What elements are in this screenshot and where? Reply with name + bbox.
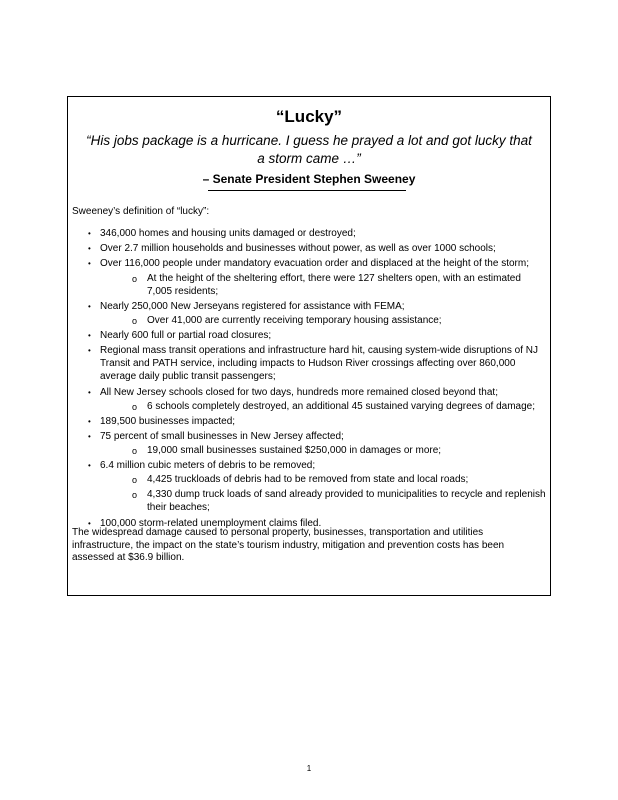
closing-paragraph: The widespread damage caused to personal property, businesses, transportation and utilities infrastructure, the impact on the state’s tourism industry, mitigation and prevention costs has been assessed at $36.9 billion. bbox=[72, 527, 505, 563]
sub-marker: o bbox=[132, 274, 138, 284]
list-item-cont: Transit and PATH service, including impacts to Hudson River crossings affecting over 860,000 bbox=[100, 358, 516, 369]
list-item: Regional mass transit operations and infrastructure hard hit, causing system-wide disruptions of NJ bbox=[100, 345, 538, 356]
list-item: 75 percent of small businesses in New Jersey affected; bbox=[100, 431, 344, 442]
sub-marker: o bbox=[132, 316, 138, 326]
bullet-marker: • bbox=[88, 519, 91, 528]
sub-list-item-cont: their beaches; bbox=[147, 502, 210, 513]
sub-list-item-cont: 7,005 residents; bbox=[147, 286, 219, 297]
list-item: Over 2.7 million households and businesses without power, as well as over 1000 schools; bbox=[100, 243, 496, 254]
sub-marker: o bbox=[132, 475, 138, 485]
list-item: 346,000 homes and housing units damaged or destroyed; bbox=[100, 228, 356, 239]
sub-marker: o bbox=[132, 402, 138, 412]
sub-list-item: At the height of the sheltering effort, there were 127 shelters open, with an estimated bbox=[147, 273, 521, 284]
sub-list-item: Over 41,000 are currently receiving temporary housing assistance; bbox=[147, 315, 442, 326]
list-item: 6.4 million cubic meters of debris to be removed; bbox=[100, 460, 316, 471]
bullet-marker: • bbox=[88, 388, 91, 397]
sub-marker: o bbox=[132, 490, 138, 500]
list-item: Nearly 250,000 New Jerseyans registered for assistance with FEMA; bbox=[100, 301, 405, 312]
bullet-marker: • bbox=[88, 432, 91, 441]
bullet-marker: • bbox=[88, 461, 91, 470]
bullet-marker: • bbox=[88, 331, 91, 340]
sub-list-item: 6 schools completely destroyed, an additional 45 sustained varying degrees of damage; bbox=[147, 401, 536, 412]
bullet-marker: • bbox=[88, 417, 91, 426]
intro-text: Sweeney’s definition of “lucky”: bbox=[72, 206, 210, 217]
doc-title: “Lucky” bbox=[275, 107, 343, 126]
sub-list-item: 4,425 truckloads of debris had to be removed from state and local roads; bbox=[147, 474, 469, 485]
bullet-marker: • bbox=[88, 244, 91, 253]
quote-attribution: – Senate President Stephen Sweeney bbox=[202, 172, 416, 186]
quote-box bbox=[67, 96, 551, 596]
bullet-marker: • bbox=[88, 229, 91, 238]
sub-list-item: 19,000 small businesses sustained $250,000 in damages or more; bbox=[147, 445, 442, 456]
list-item: 100,000 storm-related unemployment claims filed. bbox=[100, 518, 322, 529]
list-item: All New Jersey schools closed for two days, hundreds more remained closed beyond that; bbox=[100, 387, 498, 398]
bullet-marker: • bbox=[88, 259, 91, 268]
bullet-marker: • bbox=[88, 346, 91, 355]
bullet-marker: • bbox=[88, 302, 91, 311]
list-item: Nearly 600 full or partial road closures; bbox=[100, 330, 272, 341]
list-item: Over 116,000 people under mandatory evacuation order and displaced at the height of the storm; bbox=[100, 258, 529, 269]
list-item-cont: average daily public transit passengers; bbox=[100, 371, 276, 382]
divider bbox=[208, 190, 406, 191]
list-item: 189,500 businesses impacted; bbox=[100, 416, 236, 427]
page-number: 1 bbox=[306, 764, 312, 773]
quote-text: “His jobs package is a hurricane. I guess he prayed a lot and got lucky that a storm came …” bbox=[86, 133, 532, 166]
sub-marker: o bbox=[132, 446, 138, 456]
sub-list-item: 4,330 dump truck loads of sand already provided to municipalities to recycle and replenish bbox=[147, 489, 546, 500]
